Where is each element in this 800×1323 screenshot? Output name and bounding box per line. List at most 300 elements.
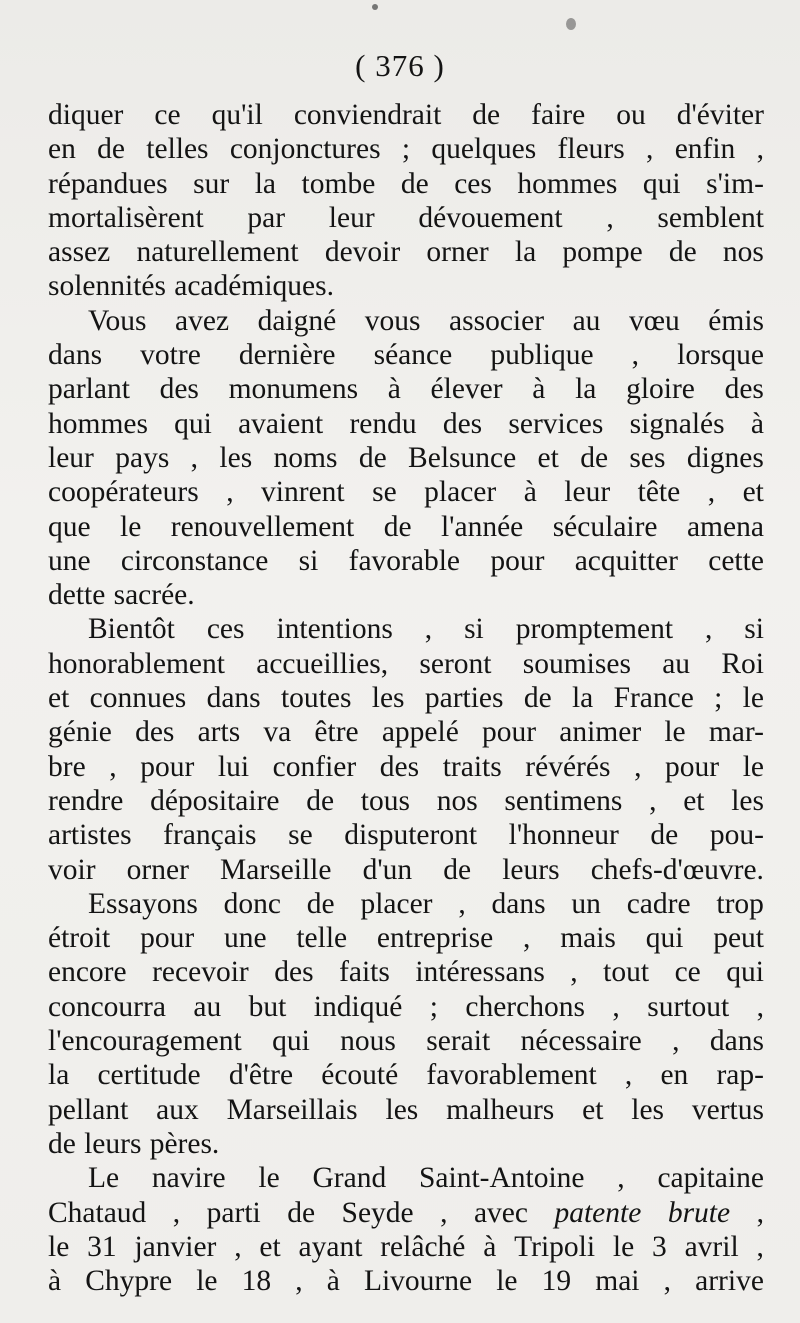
word: pour (490, 544, 545, 577)
word: telle (296, 922, 348, 955)
word: au (193, 990, 222, 1023)
word: si (464, 613, 484, 646)
word: accueillies, (256, 647, 389, 680)
word: l'encouragement (48, 1025, 242, 1058)
word: et (259, 1230, 281, 1263)
word: , (756, 1230, 764, 1263)
word: soumises (522, 647, 631, 680)
word: va (263, 716, 292, 749)
word: dévouement (418, 201, 563, 234)
word: cette (708, 544, 764, 577)
word: de (306, 784, 335, 817)
word: à (387, 373, 401, 406)
word: avez (175, 304, 230, 337)
ink-speck (566, 18, 576, 30)
text-line (48, 1196, 764, 1230)
word: pour (481, 716, 537, 749)
text-line (48, 647, 764, 681)
word: placer (360, 887, 433, 920)
word: de (383, 510, 412, 543)
word: ces (454, 167, 492, 200)
word: leur (48, 441, 94, 474)
word: , (617, 1162, 625, 1195)
word: , (634, 750, 642, 783)
word: se (372, 476, 397, 509)
text-line (48, 818, 764, 852)
word: Seyde (341, 1196, 414, 1229)
text-line (48, 1230, 764, 1264)
word: mais (560, 922, 616, 955)
word: concourra (48, 990, 166, 1023)
word: dans (491, 887, 546, 920)
word: hommes (48, 407, 148, 440)
word: relâché (380, 1230, 466, 1263)
text-line (48, 715, 764, 749)
word: leurs (502, 853, 560, 886)
word: de (306, 887, 335, 920)
word: en (660, 1059, 689, 1092)
word: ses (629, 441, 666, 474)
word: ce (154, 99, 181, 131)
text-line (48, 338, 764, 372)
word: 18 (241, 1265, 272, 1298)
word: dignes (686, 441, 764, 474)
text-line (48, 681, 764, 715)
word: 3 (652, 1230, 667, 1263)
word: 31 (87, 1230, 117, 1263)
word: le (742, 682, 764, 715)
word: janvier (134, 1230, 217, 1263)
word: ; (429, 990, 438, 1023)
word: pour (140, 922, 195, 955)
word: séculaire (552, 510, 658, 543)
word: signalés (629, 407, 725, 440)
word: des (379, 750, 420, 783)
word: à (326, 1265, 340, 1298)
word: disputeront (344, 819, 478, 852)
text-line (48, 167, 764, 201)
word: , (440, 1196, 448, 1229)
word: révérés (525, 750, 611, 783)
word: encore (48, 956, 127, 989)
text-line (48, 1161, 764, 1195)
word: nos (722, 236, 764, 269)
word: de (443, 853, 472, 886)
word: acquitter (574, 544, 678, 577)
word: vœu (628, 304, 680, 337)
word: certitude (97, 1059, 201, 1092)
word: à (750, 407, 764, 440)
word: ; (401, 133, 411, 166)
word: appelé (381, 716, 459, 749)
text-line (48, 578, 764, 612)
word: parties (424, 682, 504, 715)
word: des (159, 373, 199, 406)
word: favorable (348, 544, 461, 577)
word: le (664, 716, 686, 749)
word: Chataud (48, 1196, 147, 1229)
word: de (400, 167, 429, 200)
word: , (624, 1059, 633, 1092)
word: le (120, 510, 142, 543)
word: les (631, 1093, 665, 1126)
text-line (48, 1058, 764, 1092)
word: associer (449, 304, 545, 337)
word: malheurs (446, 1093, 555, 1126)
word: sur (193, 167, 230, 200)
word: amena (686, 510, 764, 543)
word: une (48, 544, 91, 577)
word: daigné (257, 304, 337, 337)
word: ce (674, 956, 701, 989)
word: avec (473, 1196, 528, 1229)
page-number: ( 376 ) (355, 48, 445, 83)
word: des (724, 373, 764, 406)
word: devoir (324, 236, 401, 269)
word: tous (360, 784, 410, 817)
word: publique (490, 339, 594, 372)
word: étroit (48, 922, 111, 955)
word: ; (714, 682, 723, 715)
word: des (442, 407, 483, 440)
text-line (48, 201, 764, 235)
text-line (48, 372, 764, 406)
text-line (48, 235, 764, 269)
word: quelques (431, 133, 537, 166)
word: séance (373, 339, 453, 372)
word: les (385, 1093, 419, 1126)
word: arrive (695, 1265, 764, 1298)
word: solennités (48, 270, 166, 303)
word: qui (726, 956, 764, 989)
word: capitaine (657, 1162, 764, 1195)
word: la (575, 373, 597, 406)
word: donc (223, 887, 281, 920)
word: de (668, 236, 697, 269)
word: les (219, 441, 253, 474)
word: favorablement (426, 1059, 597, 1092)
word: le (742, 750, 764, 783)
word: écouté (321, 1059, 399, 1092)
word: à (532, 373, 546, 406)
word: France (613, 682, 694, 715)
word: vinrent (261, 476, 345, 509)
word: leurs (84, 1127, 142, 1160)
word: lui (217, 750, 250, 783)
word: chefs-d'œuvre. (590, 853, 764, 886)
word: , (570, 956, 578, 989)
text-line (48, 921, 764, 955)
text-line (48, 475, 764, 509)
word: rap- (716, 1059, 764, 1092)
word: Belsunce (408, 441, 517, 474)
word: entreprise (376, 922, 494, 955)
word: , (704, 613, 713, 646)
word: dépositaire (150, 784, 280, 817)
text-line (48, 990, 764, 1024)
word: enfin (674, 133, 736, 166)
word: , (424, 613, 433, 646)
word: pour (665, 750, 720, 783)
ink-speck (372, 4, 378, 10)
word: le (496, 1265, 518, 1298)
word: cherchons (465, 990, 585, 1023)
word: de (287, 1196, 316, 1229)
word: , (756, 1196, 764, 1229)
word: s'im- (706, 167, 764, 200)
word: les (371, 682, 405, 715)
word: qu'il (211, 99, 263, 131)
word: l'année (440, 510, 524, 543)
word: pou- (709, 819, 764, 852)
word: le (48, 1230, 70, 1263)
text-line (48, 853, 764, 887)
text-line (48, 1127, 764, 1161)
word: toutes (280, 682, 352, 715)
word: fleurs (557, 133, 625, 166)
text-line (48, 750, 764, 784)
body-text (48, 98, 764, 1298)
word: , (631, 339, 640, 372)
word: , (756, 133, 764, 166)
word: voir (48, 853, 96, 886)
word: des (135, 716, 175, 749)
word: votre (140, 339, 201, 372)
word: navire (151, 1162, 226, 1195)
word: et (582, 1093, 604, 1126)
word: peut (713, 922, 764, 955)
word: qui (645, 922, 684, 955)
word: Roi (721, 647, 764, 680)
word: tête (637, 476, 681, 509)
word: et (537, 441, 559, 474)
word: des (274, 956, 314, 989)
word: répandues (48, 167, 168, 200)
text-line (48, 510, 764, 544)
text-line (48, 407, 764, 441)
word: de (97, 133, 125, 166)
word: faire (531, 99, 586, 131)
word: serait (426, 1025, 491, 1058)
word: hommes (517, 167, 618, 200)
word: dans (709, 1025, 764, 1058)
word: honorablement (48, 647, 225, 680)
word: de (580, 441, 609, 474)
word: diquer (48, 99, 124, 131)
word: élever (430, 373, 503, 406)
word: au (572, 304, 601, 337)
word: la (48, 1059, 70, 1092)
word: orner (426, 236, 489, 269)
text-line (48, 784, 764, 818)
word: , (672, 1025, 680, 1058)
word: intéressans (415, 956, 545, 989)
word: Marseille (220, 853, 332, 886)
word: Essayons (88, 887, 198, 920)
word: conviendrait (293, 99, 442, 131)
word: arts (197, 716, 241, 749)
word: confier (272, 750, 357, 783)
word: Tripoli (514, 1230, 596, 1263)
word: orner (126, 853, 189, 886)
word: émis (708, 304, 764, 337)
word: placer (424, 476, 497, 509)
word: le (196, 1265, 218, 1298)
word: intentions (276, 613, 393, 646)
word: monumens (228, 373, 359, 406)
word: qui (174, 407, 212, 440)
word: et (742, 476, 764, 509)
word: pour (140, 750, 195, 783)
word: cadre (626, 887, 691, 920)
word: ou (616, 99, 646, 131)
word: , (646, 133, 654, 166)
text-line (48, 612, 764, 646)
word: mai (595, 1265, 640, 1298)
word: brute (667, 1196, 731, 1229)
word: dans (206, 682, 261, 715)
word: Chypre (85, 1265, 173, 1298)
word: si (744, 613, 764, 646)
word: d'un (362, 853, 413, 886)
word: sentimens (504, 784, 623, 817)
text-line (48, 132, 764, 166)
word: conjonctures (229, 133, 381, 166)
word: pères. (149, 1127, 220, 1160)
word: de (523, 682, 552, 715)
word: à (483, 1230, 497, 1263)
word: vous (364, 304, 421, 337)
word: , (172, 1196, 181, 1229)
word: sacrée. (113, 579, 195, 612)
word: le (258, 1162, 280, 1195)
word: se (288, 819, 313, 852)
text-line (48, 98, 764, 132)
word: nous (340, 1025, 396, 1058)
word: Grand (312, 1162, 387, 1195)
word: recevoir (152, 956, 249, 989)
word: en (48, 133, 76, 166)
word: le (612, 1230, 635, 1263)
word: , (649, 784, 657, 817)
word: connues (89, 682, 187, 715)
word: Marseillais (226, 1093, 358, 1126)
word: tout (603, 956, 650, 989)
word: mar- (708, 716, 764, 749)
word: animer (559, 716, 642, 749)
word: rendre (48, 784, 124, 817)
word: , (234, 1230, 242, 1263)
word: pompe (562, 236, 643, 269)
word: de (472, 99, 501, 131)
word: pellant (48, 1093, 129, 1126)
word: renouvellement (170, 510, 355, 543)
word: , (663, 1265, 672, 1298)
word: , (612, 990, 620, 1023)
word: et (683, 784, 705, 817)
word: que (48, 510, 91, 543)
word: , (707, 476, 716, 509)
word: l'honneur (508, 819, 619, 852)
word: si (298, 544, 319, 577)
word: rendu (349, 407, 417, 440)
word: ayant (298, 1230, 363, 1263)
word: lorsque (677, 339, 764, 372)
word: français (163, 819, 257, 852)
word: bre (48, 750, 86, 783)
word: leur (328, 201, 375, 234)
word: gloire (626, 373, 695, 406)
word: vertus (691, 1093, 764, 1126)
word: Livourne (363, 1265, 473, 1298)
word: la (514, 236, 537, 269)
word: naturellement (136, 236, 299, 269)
word: une (223, 922, 267, 955)
word: nos (436, 784, 478, 817)
word: ces (206, 613, 245, 646)
word: artistes (48, 819, 132, 852)
word: patente (554, 1196, 642, 1229)
word: trop (716, 887, 764, 920)
text-line (48, 544, 764, 578)
word: , (109, 750, 117, 783)
word: , (458, 887, 466, 920)
word: qui (642, 167, 681, 200)
word: , (226, 476, 234, 509)
word: génie (48, 716, 112, 749)
word: de (358, 441, 387, 474)
word: indiqué (313, 990, 403, 1023)
word: , (606, 201, 614, 234)
word: , (190, 441, 199, 474)
word: promptement (515, 613, 674, 646)
word: circonstance (120, 544, 269, 577)
text-line (48, 1024, 764, 1058)
word: Le (88, 1162, 120, 1195)
word: Bientôt (88, 613, 175, 646)
word: par (247, 201, 286, 234)
word: parlant (48, 373, 130, 406)
word: les (731, 784, 764, 817)
word: parti (206, 1196, 261, 1229)
word: et (48, 682, 70, 715)
word: mortalisèrent (48, 201, 204, 234)
text-line (48, 955, 764, 989)
text-line (48, 441, 764, 475)
word: tombe (301, 167, 376, 200)
word: à (523, 476, 537, 509)
word: d'éviter (676, 99, 764, 131)
word: surtout (647, 990, 730, 1023)
word: noms (273, 441, 338, 474)
word: Vous (88, 304, 147, 337)
word: pays (115, 441, 170, 474)
text-line (48, 1093, 764, 1127)
word: coopérateurs (48, 476, 199, 509)
word: but (248, 990, 287, 1023)
word: , (756, 990, 764, 1023)
text-line (48, 887, 764, 921)
word: semblent (657, 201, 764, 234)
word: avaient (238, 407, 324, 440)
text-line (48, 269, 764, 303)
word: à (48, 1265, 62, 1298)
word: dans (48, 339, 103, 372)
word: services (508, 407, 604, 440)
word: , (523, 922, 531, 955)
word: traits (442, 750, 502, 783)
word: assez (48, 236, 111, 269)
